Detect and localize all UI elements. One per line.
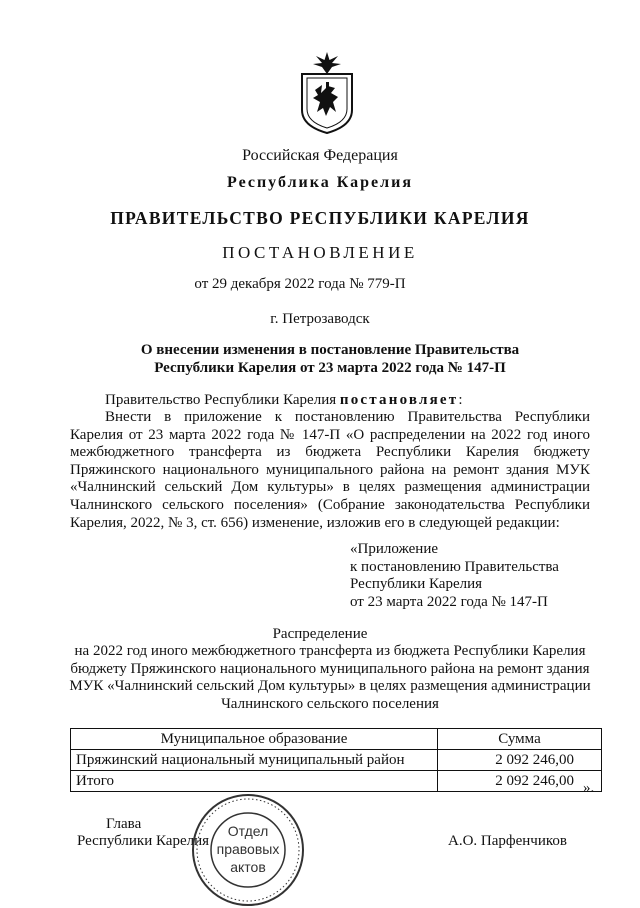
distribution-line: на 2022 год иного межбюджетного трансферта из бюджета Республики Карелия — [74, 643, 586, 659]
region-name: Республика Карелия — [227, 174, 413, 191]
signatory-title: Глава — [106, 816, 142, 832]
preamble-colon: : — [458, 392, 463, 408]
country-name: Российская Федерация — [242, 147, 398, 164]
preamble — [105, 392, 463, 409]
government-title: ПРАВИТЕЛЬСТВО РЕСПУБЛИКИ КАРЕЛИЯ — [110, 208, 530, 228]
distribution-table — [70, 728, 602, 792]
distribution-line: Чалнинского сельского поселения — [221, 695, 439, 712]
karelia-coat-of-arms-icon — [298, 52, 356, 134]
document-type: ПОСТАНОВЛЕНИЕ — [222, 243, 418, 262]
document-date-number: от 29 декабря 2022 года № 779-П — [194, 276, 406, 292]
table-header-row — [71, 729, 602, 750]
appendix-line: от 23 марта 2022 года № 147-П — [350, 593, 548, 610]
stamp-line: актов — [230, 859, 266, 875]
column-header-sum: Сумма — [438, 729, 602, 750]
document-subject — [70, 341, 590, 377]
subject-line: О внесении изменения в постановление Правительства — [140, 342, 520, 358]
cell-total-label: Итого — [71, 771, 438, 792]
signatory-title-region: Республики Карелия — [77, 833, 210, 849]
appendix-line: к постановлению Правительства — [350, 558, 559, 575]
table-row — [71, 750, 602, 771]
cell-total-sum: 2 092 246,00 — [438, 771, 602, 792]
column-header-municipality: Муниципальное образование — [71, 729, 438, 750]
distribution-description — [60, 643, 600, 713]
appendix-reference — [350, 541, 559, 611]
distribution-line: МУК «Чалнинский сельский Дом культуры» в целях размещения администрации — [69, 678, 591, 695]
preamble-lead: Правительство Республики Карелия — [105, 392, 340, 408]
signatory-name: А.О. Парфенчиков — [448, 833, 567, 849]
preamble-verb: постановляет — [339, 392, 459, 408]
cell-municipality: Пряжинский национальный муниципальный район — [71, 750, 438, 771]
table-row — [71, 771, 602, 792]
distribution-line: бюджету Пряжинского национального муниципального района на ремонт здания — [70, 660, 590, 677]
body-paragraph: Внести в приложение к постановлению Правительства Республики Карелия от 23 марта 2022 года № 147-П «О распределении на 2022 год иного межбюджетного трансферта из бюджета Республики Карелия бюджету Пряжинского национального муниципального района на ремонт здания МУК «Чалнинский сельский Дом культуры» в целях размещения администрации Чалнинского сельского поселения» (Собрание законодательства Республики Карелия, 2022, № 3, ст. 656) изменение, изложив его в следующей редакции: — [70, 409, 590, 531]
stamp-line: Отдел — [227, 823, 269, 839]
stamp-line: правовых — [216, 841, 280, 857]
legal-acts-department-stamp — [190, 792, 306, 908]
subject-line: Республики Карелия от 23 марта 2022 года № 147-П — [154, 360, 506, 376]
document-city: г. Петрозаводск — [270, 311, 370, 327]
distribution-title: Распределение — [272, 626, 368, 642]
appendix-line: Республики Карелия — [350, 576, 483, 593]
cell-sum: 2 092 246,00 — [438, 750, 602, 771]
appendix-line: «Приложение — [350, 541, 439, 557]
quote-close: ». — [583, 780, 595, 796]
